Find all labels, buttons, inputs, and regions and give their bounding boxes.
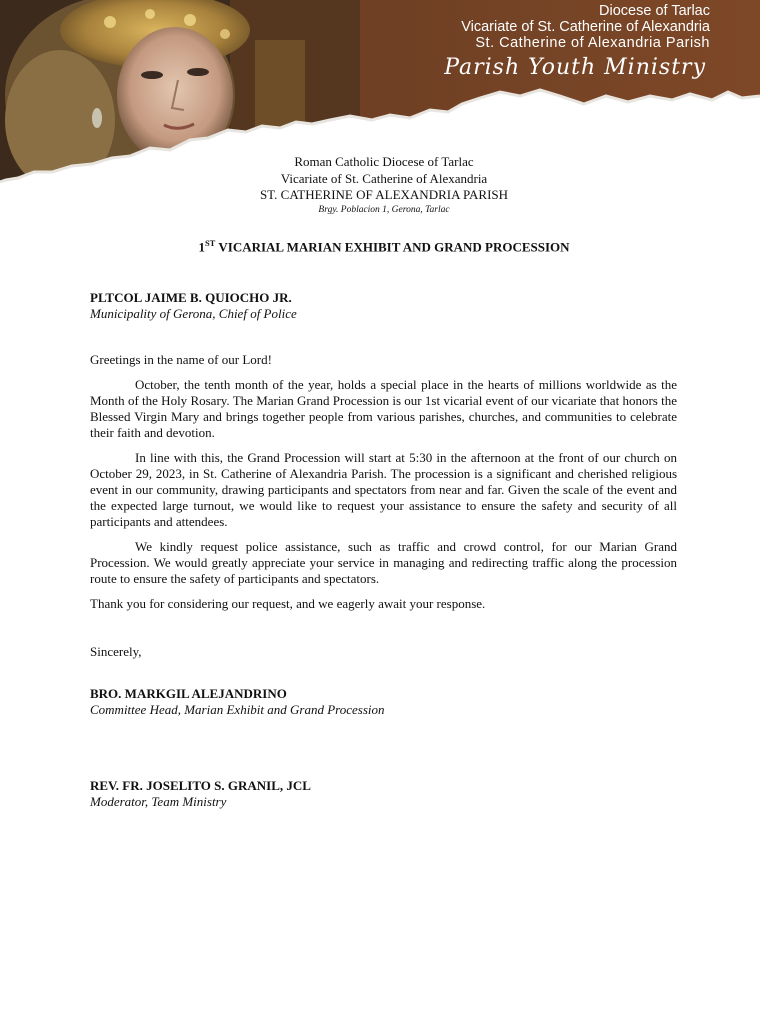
banner-diocese: Diocese of Tarlac	[599, 3, 710, 19]
signatory-role: Committee Head, Marian Exhibit and Grand Procession	[90, 702, 385, 717]
recipient-name: PLTCOL JAIME B. QUIOCHO JR.	[90, 290, 292, 305]
paragraph-2: In line with this, the Grand Procession will start at 5:30 in the afternoon at the front of our church on October 29, 2023, in St. Catherine of Alexandria Parish. The procession is a significant and cherished religious event in our community, drawing participants and spectators from near and far. Given the scale of the event and the expected large turnout, we would like to request your assistance to ensure the safety and security of all participants and attendees.	[90, 450, 677, 529]
paragraph-1: October, the tenth month of the year, holds a special place in the hearts of millions worldwide as the Month of the Holy Rosary. The Marian Grand Procession is our 1st vicarial event of our vicariate that honors the Blessed Virgin Mary and brings together people from various parishes, churches, and communities to celebrate their faith and devotion.	[90, 377, 677, 440]
letterhead-diocese: Roman Catholic Diocese of Tarlac	[294, 154, 474, 169]
signatory-name: BRO. MARKGIL ALEJANDRINO	[90, 686, 287, 701]
banner-vicariate: Vicariate of St. Catherine of Alexandria	[461, 19, 710, 36]
document-title	[0, 238, 768, 255]
banner-ministry: Parish Youth Ministry	[444, 54, 706, 80]
signatory-role: Moderator, Team Ministry	[90, 794, 227, 809]
title-ordinal: 1	[198, 239, 205, 255]
letterhead-parish: ST. CATHERINE OF ALEXANDRIA PARISH	[259, 187, 509, 202]
letterhead-vicariate: Vicariate of St. Catherine of Alexandria	[280, 170, 488, 186]
letterhead-address: Brgy. Poblacion 1, Gerona, Tarlac	[318, 204, 450, 215]
banner-parish: St. Catherine of Alexandria Parish	[475, 35, 710, 52]
signatory-name: REV. FR. JOSELITO S. GRANIL, JCL	[90, 778, 311, 793]
letterhead	[0, 154, 768, 217]
closing: Sincerely,	[90, 644, 142, 659]
paragraph-3: We kindly request police assistance, such as traffic and crowd control, for our Marian Grand Procession. We would greatly appreciate your service in managing and redirecting traffic along the procession route to ensure the safety of participants and spectators.	[90, 539, 677, 586]
letter-body	[90, 290, 677, 810]
signature-block-2	[90, 778, 677, 810]
title-text: VICARIAL MARIAN EXHIBIT AND GRAND PROCESSION	[215, 239, 570, 255]
banner-text	[444, 3, 710, 80]
signature-block-1	[90, 686, 677, 718]
greeting: Greetings in the name of our Lord!	[90, 352, 272, 367]
title-ordinal-suffix: ST	[204, 238, 216, 248]
recipient-position: Municipality of Gerona, Chief of Police	[90, 306, 297, 321]
thanks-line: Thank you for considering our request, and we eagerly await your response.	[90, 596, 486, 611]
